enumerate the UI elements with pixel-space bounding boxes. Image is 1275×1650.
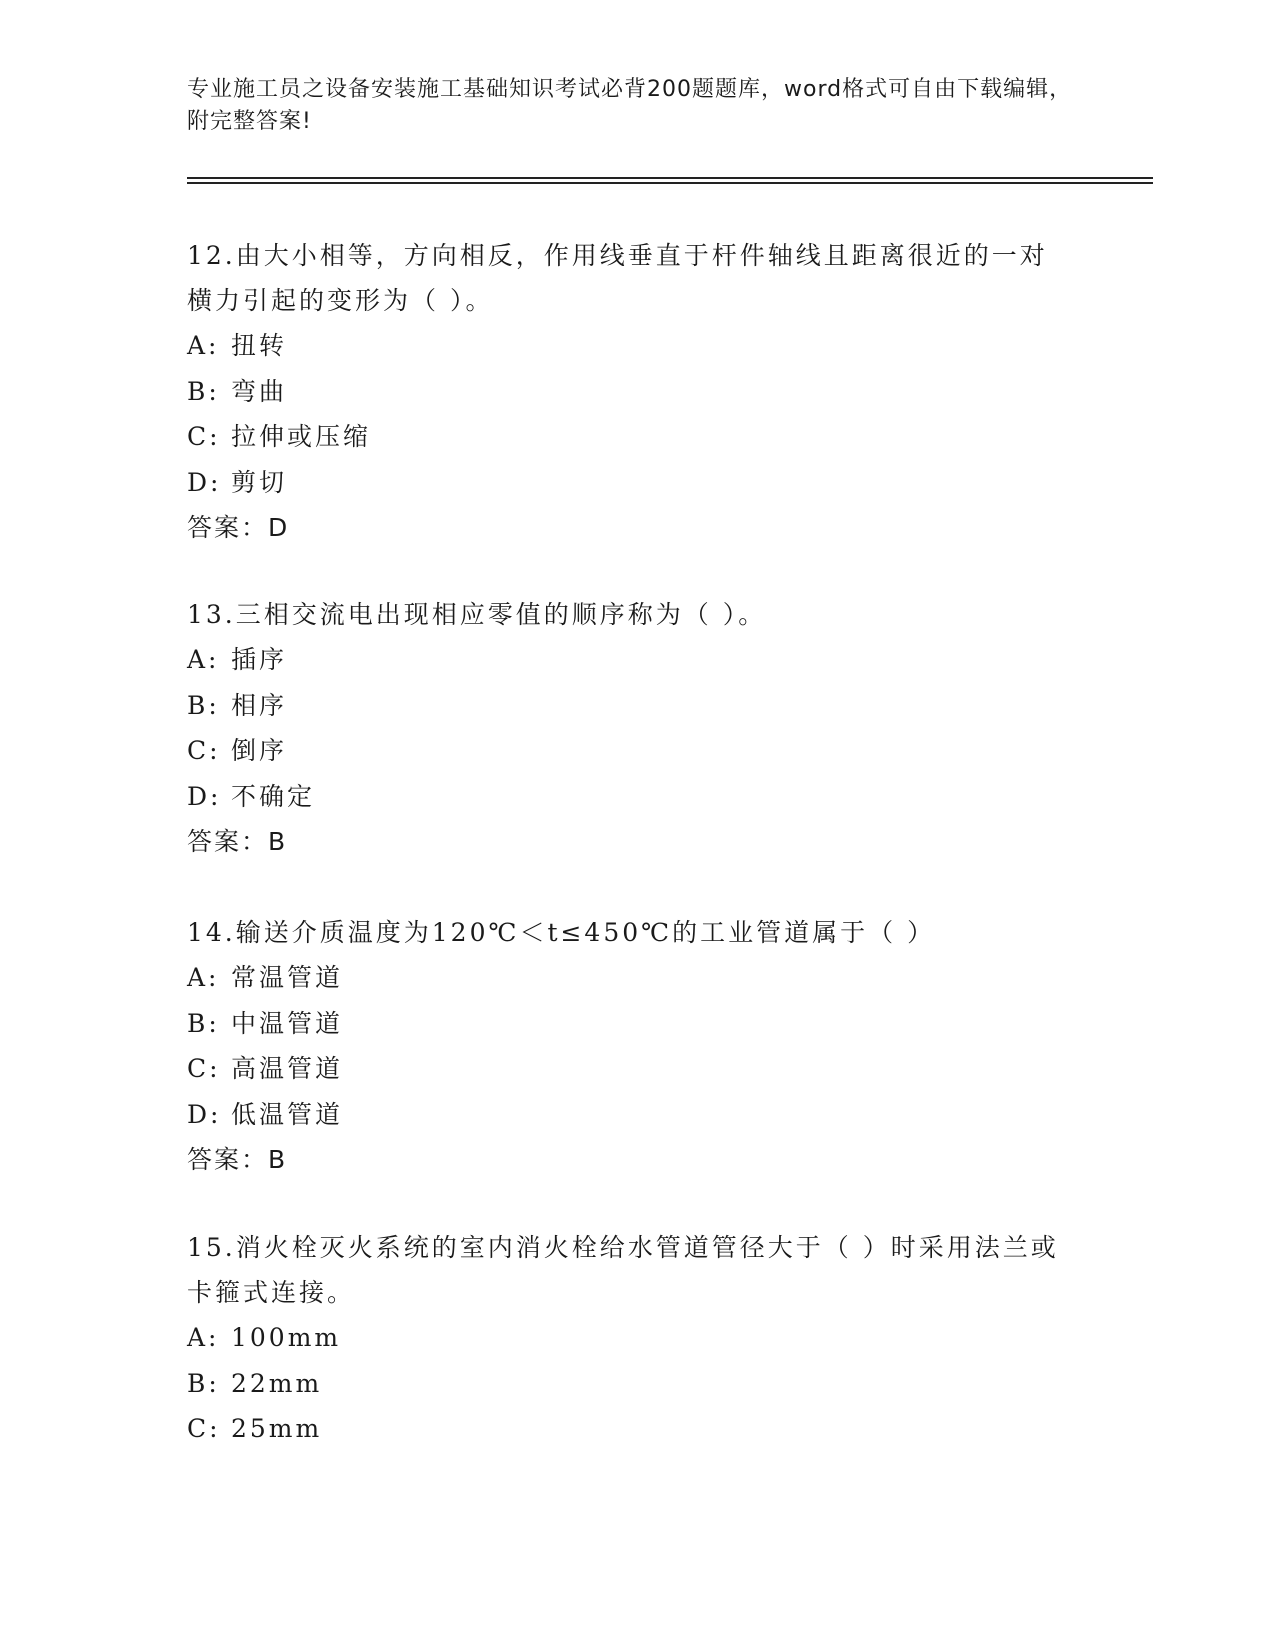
question-14 [187, 910, 1067, 1183]
option-a: A: 扭转 [187, 331, 288, 360]
question-15 [187, 1225, 1067, 1452]
header-divider-bottom [187, 182, 1153, 184]
question-stem: 13.三相交流电出现相应零值的顺序称为（ ）。 [187, 600, 767, 629]
answer-line: 答案：B [187, 827, 288, 856]
option-a: A: 100mm [187, 1323, 342, 1352]
question-stem: 15.消火栓灭火系统的室内消火栓给水管道管径大于（ ）时采用法兰或卡箍式连接。 [187, 1233, 1059, 1307]
question-stem: 14.输送介质温度为120℃＜t≤450℃的工业管道属于（ ） [187, 918, 936, 947]
option-c: C: 倒序 [187, 736, 288, 765]
option-b: B: 相序 [187, 690, 288, 720]
question-stem: 12.由大小相等，方向相反，作用线垂直于杆件轴线且距离很近的一对横力引起的变形为（ ）。 [187, 241, 1048, 315]
question-12 [187, 233, 1067, 551]
option-d: D: 不确定 [187, 781, 316, 811]
option-b: B: 22mm [187, 1368, 323, 1398]
option-b: B: 弯曲 [187, 376, 288, 406]
header-divider-top [187, 177, 1153, 179]
option-d: D: 低温管道 [187, 1099, 344, 1129]
option-b: B: 中温管道 [187, 1008, 344, 1038]
question-13 [187, 592, 1067, 865]
answer-line: 答案：D [187, 513, 290, 542]
option-c: C: 高温管道 [187, 1054, 344, 1083]
option-d: D: 剪切 [187, 467, 288, 497]
option-a: A: 常温管道 [187, 963, 344, 992]
answer-line: 答案：B [187, 1145, 288, 1174]
option-c: C: 25mm [187, 1414, 323, 1443]
option-c: C: 拉伸或压缩 [187, 422, 372, 451]
document-header: 专业施工员之设备安装施工基础知识考试必背200题题库，word格式可自由下载编辑，附完整答案! [187, 77, 1073, 134]
option-a: A: 插序 [187, 645, 288, 674]
